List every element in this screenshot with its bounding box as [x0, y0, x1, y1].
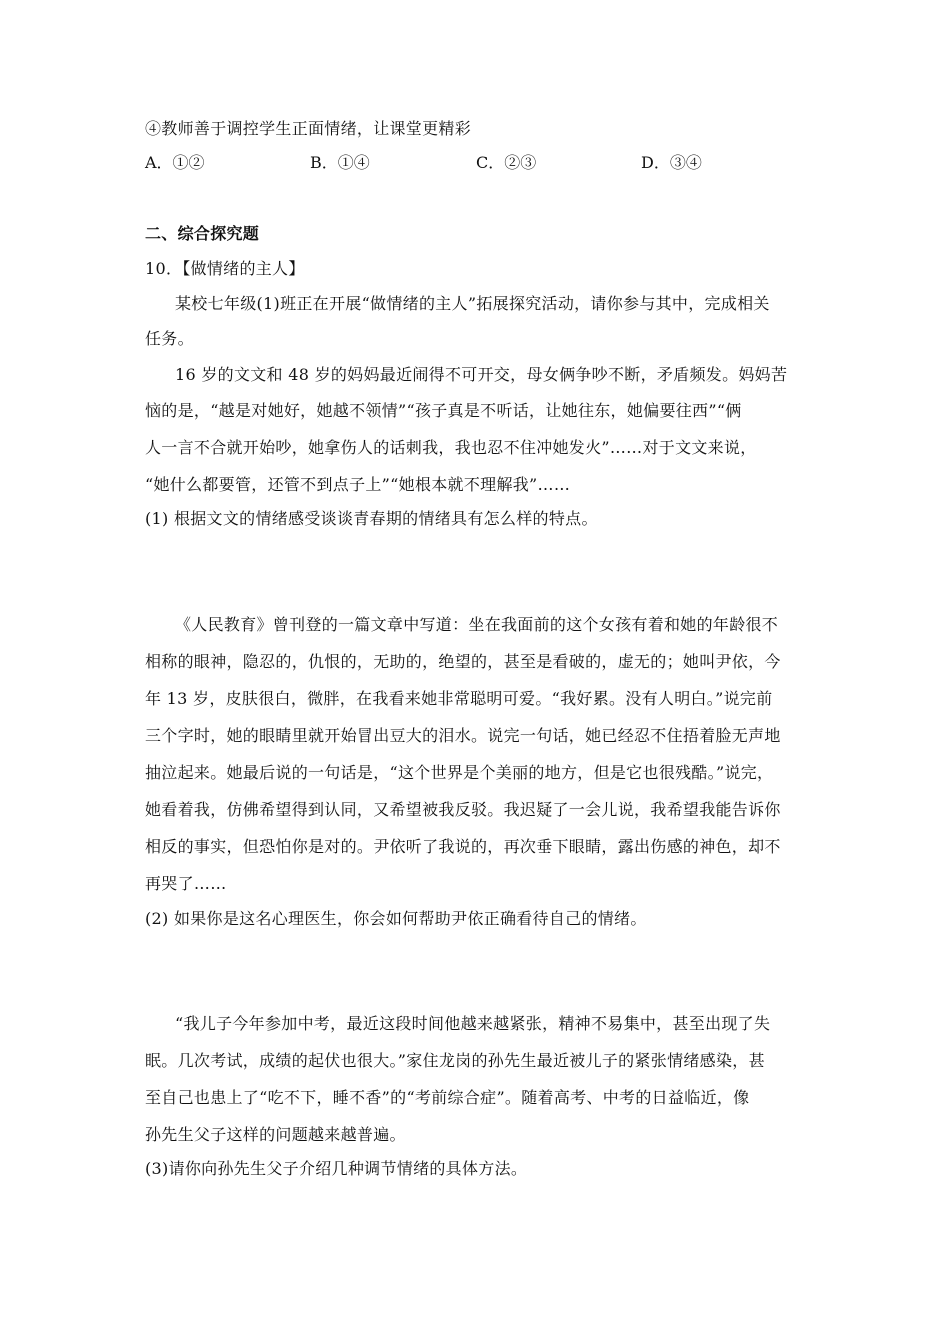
material2-line: 她看着我，仿佛希望得到认同，又希望被我反驳。我迟疑了一会儿说，我希望我能告诉你 [145, 800, 781, 819]
material1-line: “她什么都要管，还管不到点子上”“她根本就不理解我”…… [145, 475, 571, 494]
q10-intro-line: 某校七年级(1)班正在开展“做情绪的主人”拓展探究活动，请你参与其中，完成相关 [175, 294, 770, 313]
q9-option-c: C．②③ [476, 153, 537, 172]
question-3: (3)请你向孙先生父子介绍几种调节情绪的具体方法。 [145, 1159, 528, 1178]
question-1: (1) 根据文文的情绪感受谈谈青春期的情绪具有怎么样的特点。 [145, 509, 598, 528]
q9-option-a: A．①② [145, 153, 205, 172]
material3-line: 至自己也患上了“吃不下，睡不香”的“考前综合症”。随着高考、中考的日益临近，像 [145, 1088, 750, 1107]
material2-line: 相称的眼神，隐忍的，仇恨的，无助的，绝望的，甚至是看破的，虚无的；她叫尹依，今 [145, 652, 781, 671]
material1-line: 16 岁的文文和 48 岁的妈妈最近闹得不可开交，母女俩争吵不断，矛盾频发。妈妈苦 [175, 365, 788, 384]
material1-line: 人一言不合就开始吵，她拿伤人的话刺我，我也忍不住冲她发火”……对于文文来说， [145, 438, 757, 457]
material2-line: 《人民教育》曾刊登的一篇文章中写道：坐在我面前的这个女孩有着和她的年龄很不 [175, 615, 779, 634]
material2-line: 相反的事实，但恐怕你是对的。尹依听了我说的，再次垂下眼睛，露出伤感的神色，却不 [145, 837, 781, 856]
material2-line: 年 13 岁，皮肤很白，微胖，在我看来她非常聪明可爱。“我好累。没有人明白。”说完前 [145, 689, 773, 708]
q9-item-4: ④教师善于调控学生正面情绪，让课堂更精彩 [145, 119, 472, 138]
material2-line: 再哭了…… [145, 874, 227, 893]
material1-line: 恼的是，“越是对她好，她越不领情”“孩子真是不听话，让她往东，她偏要往西”“俩 [145, 401, 742, 420]
q10-intro-line: 任务。 [145, 329, 194, 348]
q9-option-b: B．①④ [310, 153, 370, 172]
section-heading: 二、综合探究题 [145, 224, 260, 243]
q10-title: 10．【做情绪的主人】 [145, 259, 305, 278]
material3-line: “我儿子今年参加中考，最近这段时间他越来越紧张，精神不易集中，甚至出现了失 [175, 1014, 771, 1033]
material3-line: 孙先生父子这样的问题越来越普遍。 [145, 1125, 406, 1144]
material3-line: 眠。几次考试，成绩的起伏也很大。”家住龙岗的孙先生最近被儿子的紧张情绪感染，甚 [145, 1051, 765, 1070]
material2-line: 三个字时，她的眼睛里就开始冒出豆大的泪水。说完一句话，她已经忍不住捂着脸无声地 [145, 726, 781, 745]
q9-option-d: D．③④ [641, 153, 702, 172]
question-2: (2) 如果你是这名心理医生，你会如何帮助尹依正确看待自己的情绪。 [145, 909, 647, 928]
material2-line: 抽泣起来。她最后说的一句话是，“这个世界是个美丽的地方，但是它也很残酷。”说完， [145, 763, 774, 782]
